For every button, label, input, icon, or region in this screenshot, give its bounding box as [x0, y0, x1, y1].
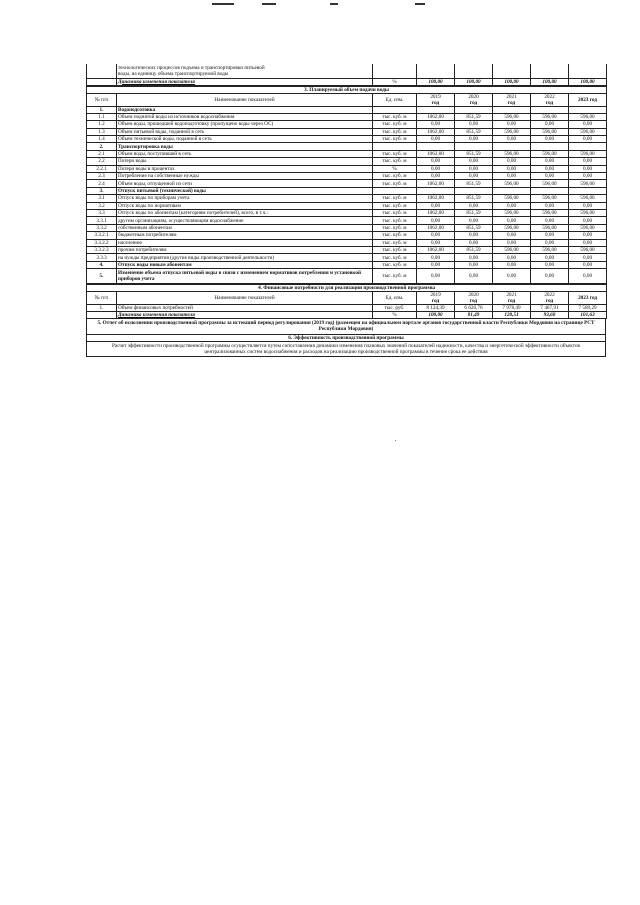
top-dynamics-value: 100,00 [493, 78, 531, 85]
row-value: 596,00 [569, 150, 607, 157]
row-value: 596,00 [493, 113, 531, 120]
row-name: бюджетным потребителям [117, 232, 373, 239]
row-value [531, 187, 569, 194]
row-value: 0,00 [531, 261, 569, 268]
row-value: 0,00 [493, 239, 531, 246]
row-unit: тыс. куб. м [373, 202, 417, 209]
row-unit: тыс. куб. м [373, 239, 417, 246]
row-name: Объем поднятой воды из источников водоснабжения [117, 113, 373, 120]
row-value: 0,00 [493, 136, 531, 143]
col-header-year: 2021 [493, 292, 531, 299]
col-header-name: Наименование показателей [117, 292, 373, 305]
row-value [417, 143, 455, 150]
row-value [569, 106, 607, 113]
row-value: 0,00 [417, 121, 455, 128]
row-name: прочим потребителям [117, 246, 373, 253]
top-dynamics-label: Динамика изменения показателя [117, 78, 373, 85]
row-value: 0,00 [417, 202, 455, 209]
row-unit: тыс. куб. м [373, 209, 417, 216]
table-row [87, 209, 607, 216]
row-unit: тыс. куб. м [373, 195, 417, 202]
row-num: 2.3 [87, 173, 117, 180]
row-num: 1. [87, 305, 117, 312]
row-value: 0,00 [455, 254, 493, 261]
row-value: 596,00 [493, 195, 531, 202]
row-value: 0,00 [569, 232, 607, 239]
col-header-year: 2020 [455, 292, 493, 299]
table-row [87, 150, 607, 157]
row-num: 1.3 [87, 128, 117, 135]
row-unit: тыс. куб. м [373, 261, 417, 268]
row-value: 0,00 [493, 121, 531, 128]
row-unit: тыс. куб. м [373, 232, 417, 239]
row-name: Отпуск воды по абонентам (категориям потребителей), всего, в т.ч.: [117, 209, 373, 216]
row-name: Объем воды, поступившей в сеть [117, 150, 373, 157]
row-value: 0,00 [417, 239, 455, 246]
row-value: 0,00 [417, 269, 455, 284]
section4-table [86, 284, 607, 319]
row-unit: тыс. куб. м [373, 128, 417, 135]
row-name: собственным абонентам [117, 224, 373, 231]
row-value [493, 187, 531, 194]
section3-table [86, 86, 607, 285]
row-value: 596,00 [493, 180, 531, 187]
row-value: 596,00 [569, 224, 607, 231]
col-header-num: № п/п [87, 93, 117, 106]
row-value: 0,00 [531, 254, 569, 261]
row-value [531, 143, 569, 150]
row-name: Потери воды в процентах [117, 165, 373, 172]
row-name: другим организациям, осуществляющим водоснабжение [117, 217, 373, 224]
row-num: 3.3.3 [87, 254, 117, 261]
table-row [87, 305, 607, 312]
row-unit [373, 187, 417, 194]
row-value: 0,00 [417, 232, 455, 239]
row-value: 851,59 [455, 209, 493, 216]
row-value: 0,00 [493, 165, 531, 172]
row-value: 7 467,91 [531, 305, 569, 312]
row-value: 0,00 [531, 121, 569, 128]
row-num: 2.4 [87, 180, 117, 187]
row-value: 0,00 [569, 136, 607, 143]
row-value: 596,00 [531, 180, 569, 187]
row-value: 0,00 [531, 173, 569, 180]
table-row [87, 106, 607, 113]
top-dynamics-unit: % [373, 78, 417, 85]
table-row [87, 121, 607, 128]
col-header-year-suffix: год [531, 298, 569, 305]
row-value: 0,00 [455, 217, 493, 224]
row-value: 0,00 [417, 173, 455, 180]
row-value: 0,00 [569, 173, 607, 180]
table-row [87, 136, 607, 143]
dynamics-value: 93,60 [531, 312, 569, 319]
row-value: 851,59 [455, 150, 493, 157]
col-header-year: 2019 [417, 93, 455, 100]
row-num: 2. [87, 143, 117, 150]
row-value [417, 187, 455, 194]
row-value: 0,00 [531, 269, 569, 284]
row-unit: тыс. куб. м [373, 121, 417, 128]
col-header-year-suffix: год [493, 298, 531, 305]
row-value: 0,00 [417, 261, 455, 268]
row-num: 1.4 [87, 136, 117, 143]
table-row [87, 261, 607, 268]
row-value: 1062,00 [417, 195, 455, 202]
row-value: 596,00 [569, 209, 607, 216]
section3-title: 3. Планируемый объем подачи воды [87, 86, 607, 93]
row-value: 0,00 [455, 261, 493, 268]
row-value: 0,00 [569, 202, 607, 209]
row-num: 1. [87, 106, 117, 113]
row-value [569, 143, 607, 150]
col-header-name: Наименование показателей [117, 93, 373, 106]
row-value: 0,00 [455, 232, 493, 239]
row-name: Отпуск воды по приборам учета [117, 195, 373, 202]
col-header-year: 2023 год [569, 292, 607, 305]
row-name: Изменение объема отпуска питьевой воды в связи с изменением нормативов потребления и установкой приборов учета [117, 269, 373, 284]
row-unit: % [373, 165, 417, 172]
row-value: 1062,00 [417, 209, 455, 216]
row-name: Отпуск воды новым абонентам [117, 261, 373, 268]
col-header-num: № п/п [87, 292, 117, 305]
row-value: 7 589,29 [569, 305, 607, 312]
table-row [87, 312, 607, 319]
row-value: 0,00 [531, 158, 569, 165]
row-unit [373, 106, 417, 113]
row-value: 596,00 [493, 209, 531, 216]
row-name: Объем воды, прошедшей водоподготовку (пропущено воды через ОС) [117, 121, 373, 128]
row-name: Объем технической воды, поданной в сеть [117, 136, 373, 143]
row-unit [373, 143, 417, 150]
row-unit: тыс. куб. м [373, 136, 417, 143]
row-value: 596,00 [531, 209, 569, 216]
row-value: 0,00 [569, 121, 607, 128]
table-row [87, 173, 607, 180]
dynamics-unit: % [373, 312, 417, 319]
row-value: 1062,00 [417, 180, 455, 187]
dynamics-value: 100,00 [417, 312, 455, 319]
row-value: 0,00 [493, 261, 531, 268]
row-value: 7 978,49 [493, 305, 531, 312]
row-num: 1.1 [87, 113, 117, 120]
row-value: 851,59 [455, 224, 493, 231]
row-num: 1.2 [87, 121, 117, 128]
row-value: 0,00 [531, 217, 569, 224]
row-value: 0,00 [455, 173, 493, 180]
row-num: 3.3.1 [87, 217, 117, 224]
row-unit: тыс. руб. [373, 305, 417, 312]
row-value: 0,00 [531, 202, 569, 209]
row-num: 3.3.2.1 [87, 232, 117, 239]
row-num: 3.3.2 [87, 224, 117, 231]
row-value: 1062,00 [417, 224, 455, 231]
row-value [493, 106, 531, 113]
col-header-year-suffix: год [455, 298, 493, 305]
row-value [569, 187, 607, 194]
row-name: Объем финансовых потребностей [117, 305, 373, 312]
row-value: 0,00 [455, 202, 493, 209]
row-value: 851,59 [455, 246, 493, 253]
dynamics-value: 120,51 [493, 312, 531, 319]
row-value: 0,00 [417, 217, 455, 224]
row-unit: тыс. куб. м [373, 269, 417, 284]
row-value: 0,00 [417, 158, 455, 165]
row-value: 0,00 [455, 121, 493, 128]
row-value: 596,00 [531, 246, 569, 253]
row-unit: тыс. куб. м [373, 113, 417, 120]
row-name: Водоподготовка [117, 106, 373, 113]
col-header-year-suffix: год [417, 298, 455, 305]
row-num: 2.1 [87, 150, 117, 157]
table-row [87, 246, 607, 253]
row-name: Объем питьевой воды, поданной в сеть [117, 128, 373, 135]
scan-edge-artifacts [0, 0, 640, 10]
col-header-year-suffix: год [455, 100, 493, 107]
top-dynamics-value: 100,00 [531, 78, 569, 85]
row-value [493, 143, 531, 150]
row-num: 2.2 [87, 158, 117, 165]
row-value: 851,59 [455, 180, 493, 187]
row-value: 596,00 [493, 246, 531, 253]
table-row [87, 254, 607, 261]
top-continuation-table [86, 64, 607, 86]
col-header-year: 2022 [531, 93, 569, 100]
row-unit: тыс. куб. м [373, 173, 417, 180]
row-value: 1062,00 [417, 113, 455, 120]
dynamics-value: 101,63 [569, 312, 607, 319]
top-dynamics-value: 100,00 [417, 78, 455, 85]
row-value [455, 106, 493, 113]
section5-report-note: 5. Отчет об исполнении производственной программы за истекший период регулирования (2019 год) (размещен на официальном портале органов государственной власти Республики Мордовия на странице РСТ Республики Мордовия) [86, 319, 606, 334]
row-value: 0,00 [531, 136, 569, 143]
row-value: 0,00 [531, 239, 569, 246]
row-name: Потребление на собственные нужды [117, 173, 373, 180]
table-row [87, 239, 607, 246]
row-value: 596,00 [531, 113, 569, 120]
table-row [87, 202, 607, 209]
row-value [455, 143, 493, 150]
col-header-year-suffix: год [493, 100, 531, 107]
row-value: 0,00 [569, 269, 607, 284]
row-value: 851,59 [455, 113, 493, 120]
col-header-unit: Ед. изм. [373, 93, 417, 106]
col-header-year: 2020 [455, 93, 493, 100]
section6-text: Расчет эффективности производственной программы осуществляется путем сопоставления динамики изменения плановых значений показателей надежности, качества и энергетической эффективности объектов централизованных систем водоснабжения и расходов на реализацию производственной программы в течение срока ее действия [86, 342, 606, 357]
col-header-year-suffix: год [417, 100, 455, 107]
row-unit: тыс. куб. м [373, 246, 417, 253]
col-header-year-suffix: год [531, 100, 569, 107]
row-unit: тыс. куб. м [373, 180, 417, 187]
row-num: 3.3.2.3 [87, 246, 117, 253]
row-num: 2.2.1 [87, 165, 117, 172]
row-value: 596,00 [531, 128, 569, 135]
table-row [87, 217, 607, 224]
table-row [87, 143, 607, 150]
row-value: 0,00 [569, 261, 607, 268]
row-value: 0,00 [493, 254, 531, 261]
row-value: 596,00 [493, 150, 531, 157]
top-dynamics-value: 100,00 [569, 78, 607, 85]
top-text-line-1: технологических процессов подъема и транспортировки питьевой [117, 64, 373, 71]
col-header-year: 2022 [531, 292, 569, 299]
row-value: 0,00 [569, 239, 607, 246]
table-row [87, 195, 607, 202]
row-num: 3.3.2.2 [87, 239, 117, 246]
row-value: 0,00 [493, 232, 531, 239]
row-value: 0,00 [455, 239, 493, 246]
row-num: 3.1 [87, 195, 117, 202]
row-value: 0,00 [531, 232, 569, 239]
row-value: 0,00 [493, 269, 531, 284]
scan-dot [395, 440, 396, 441]
top-dynamics-value: 100,00 [455, 78, 493, 85]
row-value: 596,00 [569, 195, 607, 202]
row-value: 0,00 [569, 254, 607, 261]
row-value: 0,00 [493, 158, 531, 165]
dynamics-label: Динамика изменения показателя [117, 312, 373, 319]
row-name: Отпуск питьевой (технической) воды [117, 187, 373, 194]
row-name: населению [117, 239, 373, 246]
row-value: 6 620,76 [455, 305, 493, 312]
row-value: 0,00 [455, 269, 493, 284]
row-value: 596,00 [569, 246, 607, 253]
row-value: 851,59 [455, 128, 493, 135]
row-num: 3. [87, 187, 117, 194]
table-row [87, 269, 607, 284]
row-value: 0,00 [417, 165, 455, 172]
row-value: 0,00 [493, 202, 531, 209]
row-value: 8 124,39 [417, 305, 455, 312]
row-value: 596,00 [493, 128, 531, 135]
document-page [86, 64, 606, 357]
row-value: 596,00 [569, 128, 607, 135]
row-num: 3.3 [87, 209, 117, 216]
row-value: 0,00 [417, 136, 455, 143]
row-value: 0,00 [455, 136, 493, 143]
row-value [417, 106, 455, 113]
row-name: Транспортировка воды [117, 143, 373, 150]
row-value: 596,00 [531, 150, 569, 157]
row-value: 0,00 [417, 254, 455, 261]
col-header-unit: Ед. изм. [373, 292, 417, 305]
row-unit: тыс. куб. м [373, 254, 417, 261]
row-num: 4. [87, 261, 117, 268]
row-value: 0,00 [493, 217, 531, 224]
row-num: 3.2 [87, 202, 117, 209]
table-row [87, 187, 607, 194]
row-unit: тыс. куб. м [373, 217, 417, 224]
table-row [87, 128, 607, 135]
row-num: 5. [87, 269, 117, 284]
section4-title: 4. Финансовые потребности для реализации производственной программы [87, 285, 607, 292]
row-unit: тыс. куб. м [373, 158, 417, 165]
section6-title: 6. Эффективность производственной программы [86, 335, 606, 342]
dynamics-value: 81,49 [455, 312, 493, 319]
row-unit: тыс. куб. м [373, 224, 417, 231]
row-value: 0,00 [569, 217, 607, 224]
row-value [455, 187, 493, 194]
col-header-year: 2023 год [569, 93, 607, 106]
row-value: 0,00 [531, 165, 569, 172]
row-value [531, 106, 569, 113]
table-row [87, 232, 607, 239]
row-name: Потери воды [117, 158, 373, 165]
row-value: 0,00 [493, 173, 531, 180]
table-row [87, 180, 607, 187]
row-value: 596,00 [531, 195, 569, 202]
row-value: 1062,00 [417, 128, 455, 135]
row-name: Объем воды, отпущенной из сети [117, 180, 373, 187]
row-name: на нужды предприятия (другие виды производственной деятельности) [117, 254, 373, 261]
row-value: 596,00 [493, 224, 531, 231]
row-value: 0,00 [455, 158, 493, 165]
row-value: 596,00 [569, 180, 607, 187]
col-header-year: 2019 [417, 292, 455, 299]
row-value: 596,00 [569, 113, 607, 120]
row-name: Отпуск воды по нормативам [117, 202, 373, 209]
table-row [87, 224, 607, 231]
row-value: 0,00 [569, 165, 607, 172]
table-row [87, 158, 607, 165]
table-row [87, 165, 607, 172]
row-value: 0,00 [455, 165, 493, 172]
row-value: 1062,00 [417, 150, 455, 157]
row-value: 1062,00 [417, 246, 455, 253]
top-text-line-2: воды, на единицу объема транспортируемой воды [117, 71, 373, 78]
table-row [87, 113, 607, 120]
col-header-year: 2021 [493, 93, 531, 100]
row-value: 596,00 [531, 224, 569, 231]
row-value: 0,00 [569, 158, 607, 165]
row-value: 851,59 [455, 195, 493, 202]
row-unit: тыс. куб. м [373, 150, 417, 157]
